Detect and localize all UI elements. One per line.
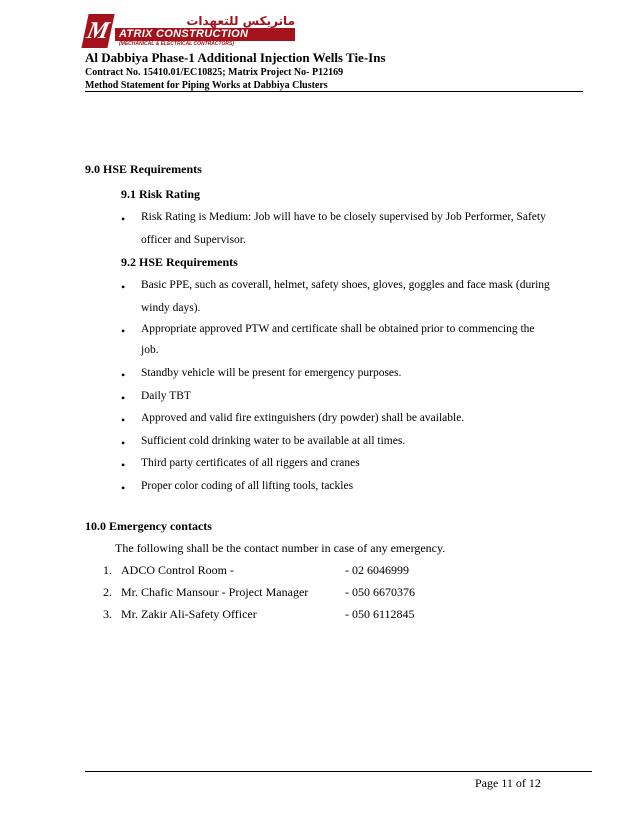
logo-arabic-name: ماتريكس للتعهدات (186, 14, 295, 28)
footer-divider (85, 771, 592, 772)
list-item: Risk Rating is Medium: Job will have to be closely supervised by Job Performer, Safety (141, 211, 546, 223)
subsection-9-2-heading: 9.2 HSE Requirements (121, 255, 238, 269)
list-item: Sufficient cold drinking water to be available at all times. (141, 435, 406, 447)
company-logo (85, 14, 295, 48)
logo-mark: M (81, 14, 114, 48)
list-item-continuation: officer and Supervisor. (141, 234, 246, 246)
bullet-icon: • (121, 324, 126, 338)
bullet-icon: • (121, 368, 126, 382)
bullet-icon: • (121, 391, 126, 405)
logo-subtitle: (MECHANICAL & ELECTRICAL CONTRACTORS) (119, 41, 234, 47)
contact-number-label: 1. (103, 563, 112, 577)
contact-number-label: 2. (103, 585, 112, 599)
contact-phone: - 050 6112845 (345, 607, 415, 621)
header-contract: Contract No. 15410.01/EC10825; Matrix Project No- P12169 (85, 67, 344, 78)
contact-number-label: 3. (103, 607, 112, 621)
emergency-intro: The following shall be the contact number in case of any emergency. (115, 541, 446, 555)
list-item: Approved and valid fire extinguishers (dry powder) shall be available. (141, 412, 465, 424)
list-item: Standby vehicle will be present for emergency purposes. (141, 367, 402, 379)
contact-phone: - 050 6670376 (345, 585, 415, 599)
header-method: Method Statement for Piping Works at Dabbiya Clusters (85, 80, 328, 91)
bullet-icon: • (121, 212, 126, 226)
bullet-icon: • (121, 481, 126, 495)
logo-company-name: ATRIX CONSTRUCTION (115, 28, 295, 41)
contact-name: Mr. Chafic Mansour - Project Manager (121, 585, 309, 599)
header-divider (85, 91, 583, 92)
list-item-continuation: windy days). (141, 302, 201, 314)
list-item: Appropriate approved PTW and certificate shall be obtained prior to commencing the (141, 323, 535, 335)
bullet-icon: • (121, 458, 126, 472)
list-item: Third party certificates of all riggers and cranes (141, 457, 360, 469)
list-item: Basic PPE, such as coverall, helmet, safety shoes, gloves, goggles and face mask (during (141, 279, 550, 291)
list-item-continuation: job. (141, 344, 159, 356)
bullet-icon: • (121, 436, 126, 450)
section-10-heading: 10.0 Emergency contacts (85, 519, 212, 533)
contact-name: Mr. Zakir Ali-Safety Officer (121, 607, 257, 621)
page-number: Page 11 of 12 (475, 776, 541, 790)
header-title: Al Dabbiya Phase-1 Additional Injection Wells Tie-Ins (85, 50, 386, 65)
contact-name: ADCO Control Room - (121, 563, 235, 577)
list-item: Daily TBT (141, 390, 191, 402)
bullet-icon: • (121, 413, 126, 427)
list-item: Proper color coding of all lifting tools, tackles (141, 480, 354, 492)
bullet-icon: • (121, 280, 126, 294)
subsection-9-1-heading: 9.1 Risk Rating (121, 187, 201, 201)
contact-phone: - 02 6046999 (345, 563, 409, 577)
section-9-heading: 9.0 HSE Requirements (85, 162, 202, 176)
